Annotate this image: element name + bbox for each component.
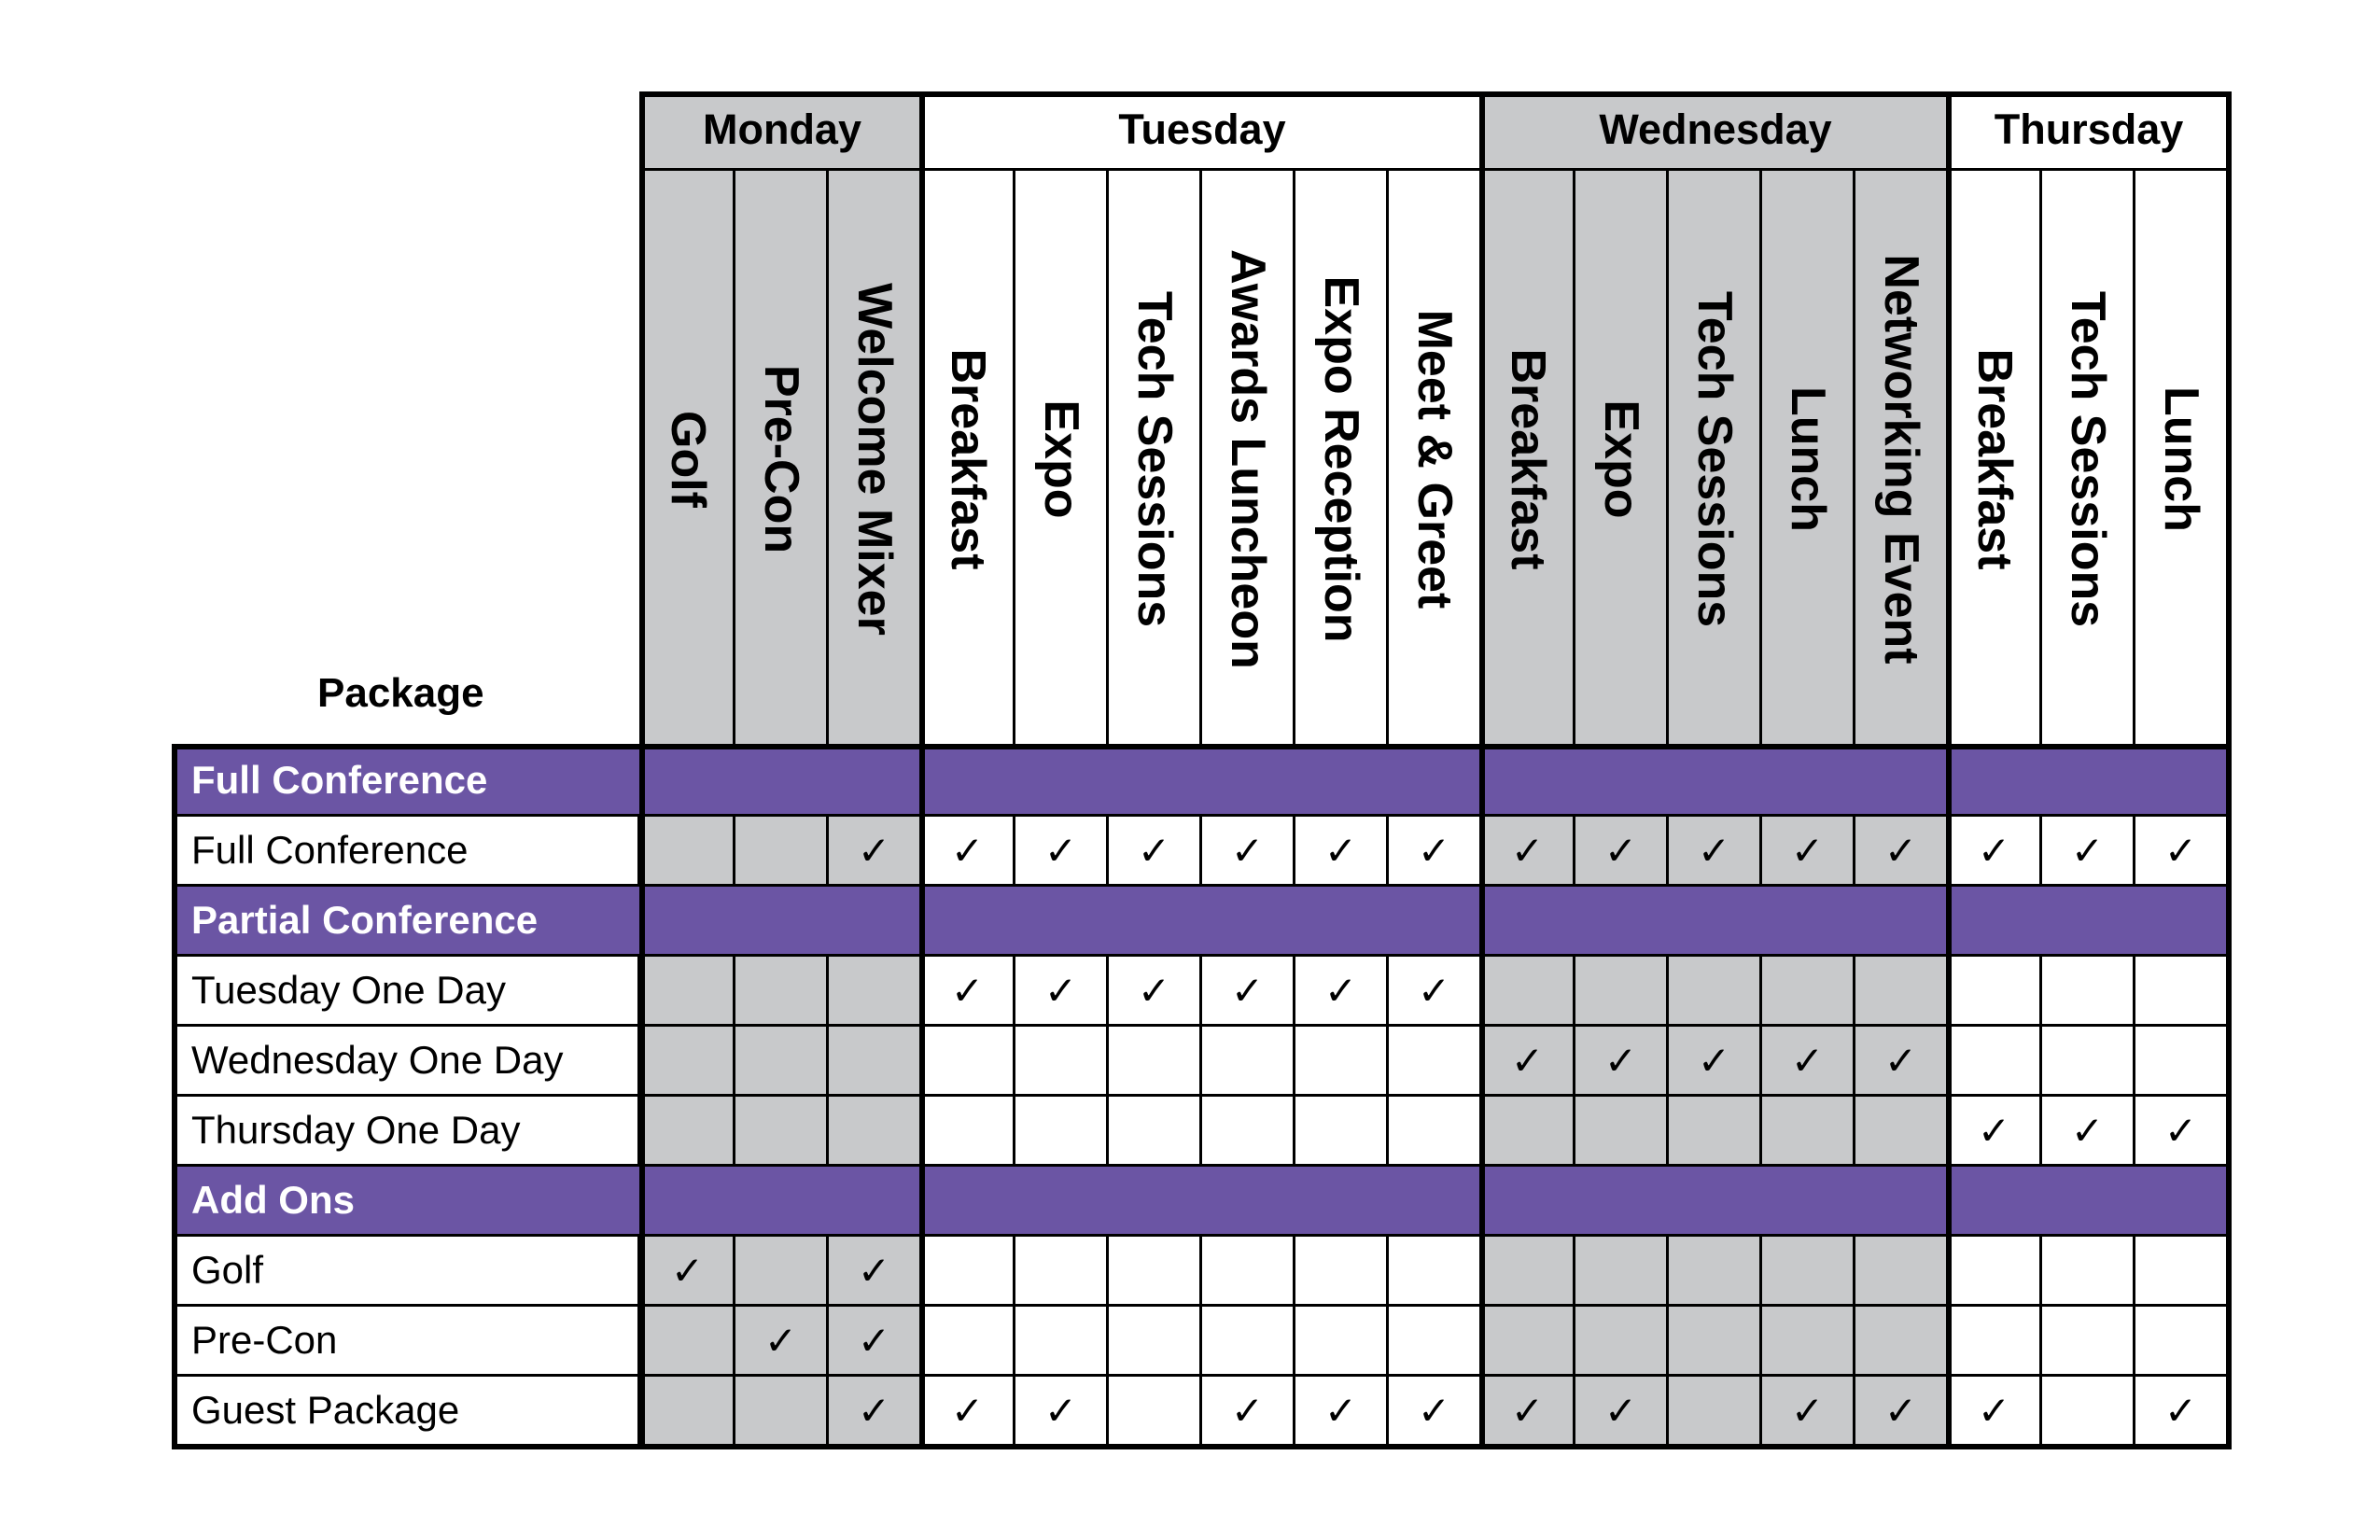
empty-cell (1295, 1237, 1389, 1307)
empty-cell (1949, 1027, 2042, 1097)
empty-cell (735, 957, 829, 1027)
event-header-thursday-breakfast (1949, 171, 2042, 747)
package-row-label: Pre-Con (175, 1307, 642, 1377)
check-cell (1389, 817, 1482, 887)
check-cell (1295, 957, 1389, 1027)
check-cell (922, 957, 1015, 1027)
empty-cell (1669, 1237, 1762, 1307)
check-cell (1389, 957, 1482, 1027)
check-mark-icon: ✓ (1043, 828, 1078, 873)
empty-cell (2042, 1237, 2135, 1307)
check-cell (1855, 1377, 1949, 1447)
empty-cell (829, 1097, 922, 1167)
empty-cell (1109, 1027, 1202, 1097)
empty-cell (642, 1307, 735, 1377)
empty-cell (922, 1307, 1015, 1377)
empty-cell (1202, 1027, 1295, 1097)
check-cell (922, 817, 1015, 887)
check-cell (1575, 817, 1669, 887)
empty-cell (2042, 1307, 2135, 1377)
empty-cell (1295, 1097, 1389, 1167)
event-header-tuesday-meet-and-greet (1389, 171, 1482, 747)
empty-cell (735, 1377, 829, 1447)
day-header-monday: Monday (642, 91, 922, 171)
empty-cell (1669, 957, 1762, 1027)
section-header-partial-conference: Partial Conference (175, 887, 2229, 957)
check-cell (1669, 817, 1762, 887)
event-label: Golf (660, 410, 715, 508)
event-label: Tech Sessions (1127, 290, 1182, 627)
event-label: Welcome Mixer (847, 282, 902, 636)
package-row-label: Full Conference (175, 817, 642, 887)
empty-cell (2042, 1377, 2135, 1447)
empty-cell (1575, 1097, 1669, 1167)
empty-cell (1575, 1237, 1669, 1307)
check-cell (1575, 1377, 1669, 1447)
check-mark-icon: ✓ (1697, 1038, 1731, 1083)
check-mark-icon: ✓ (1790, 1038, 1825, 1083)
empty-cell (1202, 1237, 1295, 1307)
event-header-monday-pre-con (735, 171, 829, 747)
check-mark-icon: ✓ (2163, 1388, 2198, 1433)
empty-cell (922, 1097, 1015, 1167)
check-cell (1482, 1027, 1575, 1097)
empty-cell (642, 1377, 735, 1447)
event-label: Expo Reception (1313, 275, 1368, 642)
package-row-label: Thursday One Day (175, 1097, 642, 1167)
empty-cell (1669, 1377, 1762, 1447)
event-header-tuesday-breakfast (922, 171, 1015, 747)
event-header-tuesday-expo-reception (1295, 171, 1389, 747)
empty-cell (1949, 1307, 2042, 1377)
package-row-label: Wednesday One Day (175, 1027, 642, 1097)
event-header-wednesday-breakfast (1482, 171, 1575, 747)
empty-cell (2042, 957, 2135, 1027)
empty-cell (1575, 1307, 1669, 1377)
empty-cell (1575, 957, 1669, 1027)
day-header-thursday: Thursday (1949, 91, 2229, 171)
empty-cell (1202, 1097, 1295, 1167)
check-cell (1295, 817, 1389, 887)
check-cell (1762, 1027, 1855, 1097)
check-cell (1202, 817, 1295, 887)
check-mark-icon: ✓ (1043, 968, 1078, 1013)
empty-cell (2135, 957, 2229, 1027)
event-label: Tech Sessions (2060, 290, 2115, 627)
check-mark-icon: ✓ (1230, 828, 1265, 873)
check-mark-icon: ✓ (1790, 828, 1825, 873)
event-label: Expo (1033, 399, 1088, 519)
check-mark-icon: ✓ (763, 1318, 798, 1363)
check-cell (829, 1237, 922, 1307)
event-header-wednesday-networking-event (1855, 171, 1949, 747)
empty-cell (1015, 1307, 1109, 1377)
check-cell (735, 1307, 829, 1377)
check-cell (922, 1377, 1015, 1447)
check-mark-icon: ✓ (1603, 1388, 1638, 1433)
event-header-monday-welcome-mixer (829, 171, 922, 747)
empty-cell (1762, 957, 1855, 1027)
check-mark-icon: ✓ (1230, 968, 1265, 1013)
empty-cell (1855, 1237, 1949, 1307)
check-mark-icon: ✓ (1883, 1038, 1918, 1083)
empty-cell (642, 1097, 735, 1167)
empty-cell (735, 1097, 829, 1167)
day-header-tuesday: Tuesday (922, 91, 1482, 171)
empty-cell (735, 1237, 829, 1307)
check-cell (1949, 1097, 2042, 1167)
event-header-wednesday-lunch (1762, 171, 1855, 747)
check-mark-icon: ✓ (670, 1248, 705, 1293)
empty-cell (1109, 1237, 1202, 1307)
check-cell (1575, 1027, 1669, 1097)
empty-cell (829, 957, 922, 1027)
empty-cell (1389, 1097, 1482, 1167)
check-cell (2042, 1097, 2135, 1167)
event-label: Lunch (2153, 385, 2208, 532)
check-cell (1482, 817, 1575, 887)
check-mark-icon: ✓ (857, 1248, 891, 1293)
event-label: Pre-Con (753, 364, 808, 553)
empty-cell (1482, 1307, 1575, 1377)
check-mark-icon: ✓ (1323, 828, 1358, 873)
package-row-label: Golf (175, 1237, 642, 1307)
check-cell (1389, 1377, 1482, 1447)
check-mark-icon: ✓ (1043, 1388, 1078, 1433)
check-cell (1202, 1377, 1295, 1447)
check-cell (642, 1237, 735, 1307)
check-mark-icon: ✓ (2163, 828, 2198, 873)
empty-cell (1015, 1237, 1109, 1307)
check-cell (1949, 817, 2042, 887)
empty-cell (1669, 1097, 1762, 1167)
check-mark-icon: ✓ (857, 828, 891, 873)
event-header-thursday-lunch (2135, 171, 2229, 747)
event-label: Expo (1593, 399, 1648, 519)
check-mark-icon: ✓ (1883, 828, 1918, 873)
empty-cell (1949, 957, 2042, 1027)
check-cell (829, 817, 922, 887)
empty-cell (642, 817, 735, 887)
check-mark-icon: ✓ (1230, 1388, 1265, 1433)
check-cell (2135, 1377, 2229, 1447)
empty-cell (2042, 1027, 2135, 1097)
section-header-add-ons: Add Ons (175, 1167, 2229, 1237)
empty-cell (2135, 1027, 2229, 1097)
check-mark-icon: ✓ (857, 1388, 891, 1433)
event-label: Meet & Greet (1407, 309, 1462, 609)
check-mark-icon: ✓ (1417, 1388, 1451, 1433)
empty-cell (1669, 1307, 1762, 1377)
event-label: Lunch (1780, 385, 1835, 532)
empty-cell (1762, 1307, 1855, 1377)
event-header-wednesday-expo (1575, 171, 1669, 747)
empty-cell (735, 817, 829, 887)
event-label: Breakfast (1967, 347, 2022, 570)
check-mark-icon: ✓ (1137, 828, 1171, 873)
check-cell (1762, 1377, 1855, 1447)
empty-cell (642, 957, 735, 1027)
check-mark-icon: ✓ (950, 968, 985, 1013)
empty-cell (922, 1027, 1015, 1097)
empty-cell (642, 1027, 735, 1097)
empty-cell (922, 1237, 1015, 1307)
check-cell (1015, 817, 1109, 887)
empty-cell (1109, 1097, 1202, 1167)
package-column-title: Package (317, 670, 484, 716)
check-mark-icon: ✓ (2070, 828, 2105, 873)
check-cell (829, 1307, 922, 1377)
check-cell (1109, 957, 1202, 1027)
check-cell (1015, 1377, 1109, 1447)
check-mark-icon: ✓ (1417, 828, 1451, 873)
empty-cell (1015, 1097, 1109, 1167)
empty-cell (1389, 1237, 1482, 1307)
empty-cell (1482, 1237, 1575, 1307)
event-header-thursday-tech-sessions (2042, 171, 2135, 747)
check-cell (2135, 817, 2229, 887)
empty-cell (1855, 957, 1949, 1027)
empty-cell (1389, 1307, 1482, 1377)
empty-cell (1762, 1237, 1855, 1307)
check-mark-icon: ✓ (1137, 968, 1171, 1013)
check-mark-icon: ✓ (1977, 828, 2011, 873)
check-mark-icon: ✓ (857, 1318, 891, 1363)
check-cell (1762, 817, 1855, 887)
section-header-full-conference: Full Conference (175, 747, 2229, 817)
event-label: Breakfast (1500, 347, 1555, 570)
event-header-tuesday-tech-sessions (1109, 171, 1202, 747)
check-mark-icon: ✓ (950, 1388, 985, 1433)
empty-cell (829, 1027, 922, 1097)
check-mark-icon: ✓ (1323, 1388, 1358, 1433)
check-mark-icon: ✓ (1603, 828, 1638, 873)
empty-cell (1109, 1307, 1202, 1377)
empty-cell (735, 1027, 829, 1097)
event-header-monday-golf (642, 171, 735, 747)
check-mark-icon: ✓ (2070, 1108, 2105, 1153)
check-mark-icon: ✓ (1697, 828, 1731, 873)
check-mark-icon: ✓ (1883, 1388, 1918, 1433)
day-header-wednesday: Wednesday (1482, 91, 1949, 171)
package-row-label: Guest Package (175, 1377, 642, 1447)
check-mark-icon: ✓ (1977, 1108, 2011, 1153)
event-header-wednesday-tech-sessions (1669, 171, 1762, 747)
empty-cell (1482, 957, 1575, 1027)
empty-cell (1949, 1237, 2042, 1307)
package-row-label: Tuesday One Day (175, 957, 642, 1027)
check-mark-icon: ✓ (2163, 1108, 2198, 1153)
check-mark-icon: ✓ (1323, 968, 1358, 1013)
check-cell (1482, 1377, 1575, 1447)
check-cell (1949, 1377, 2042, 1447)
event-header-tuesday-expo (1015, 171, 1109, 747)
event-label: Breakfast (940, 347, 995, 570)
check-mark-icon: ✓ (1510, 1388, 1545, 1433)
empty-cell (1389, 1027, 1482, 1097)
check-cell (1109, 817, 1202, 887)
check-cell (2135, 1097, 2229, 1167)
event-label: Tech Sessions (1687, 290, 1742, 627)
check-mark-icon: ✓ (1603, 1038, 1638, 1083)
check-cell (2042, 817, 2135, 887)
event-header-tuesday-awards-luncheon (1202, 171, 1295, 747)
check-mark-icon: ✓ (1417, 968, 1451, 1013)
empty-cell (1202, 1307, 1295, 1377)
check-mark-icon: ✓ (1790, 1388, 1825, 1433)
empty-cell (1295, 1027, 1389, 1097)
check-mark-icon: ✓ (1510, 828, 1545, 873)
empty-cell (1295, 1307, 1389, 1377)
check-mark-icon: ✓ (950, 828, 985, 873)
empty-cell (1762, 1097, 1855, 1167)
check-cell (1295, 1377, 1389, 1447)
check-cell (1015, 957, 1109, 1027)
empty-cell (1855, 1307, 1949, 1377)
empty-cell (1855, 1097, 1949, 1167)
empty-cell (2135, 1307, 2229, 1377)
empty-cell (1482, 1097, 1575, 1167)
check-mark-icon: ✓ (1510, 1038, 1545, 1083)
check-cell (1855, 817, 1949, 887)
event-label: Awards Luncheon (1220, 248, 1275, 669)
empty-cell (2135, 1237, 2229, 1307)
empty-cell (1109, 1377, 1202, 1447)
check-cell (1669, 1027, 1762, 1097)
event-label: Networking Event (1873, 253, 1928, 665)
check-cell (829, 1377, 922, 1447)
check-cell (1202, 957, 1295, 1027)
check-cell (1855, 1027, 1949, 1097)
check-mark-icon: ✓ (1977, 1388, 2011, 1433)
empty-cell (1015, 1027, 1109, 1097)
